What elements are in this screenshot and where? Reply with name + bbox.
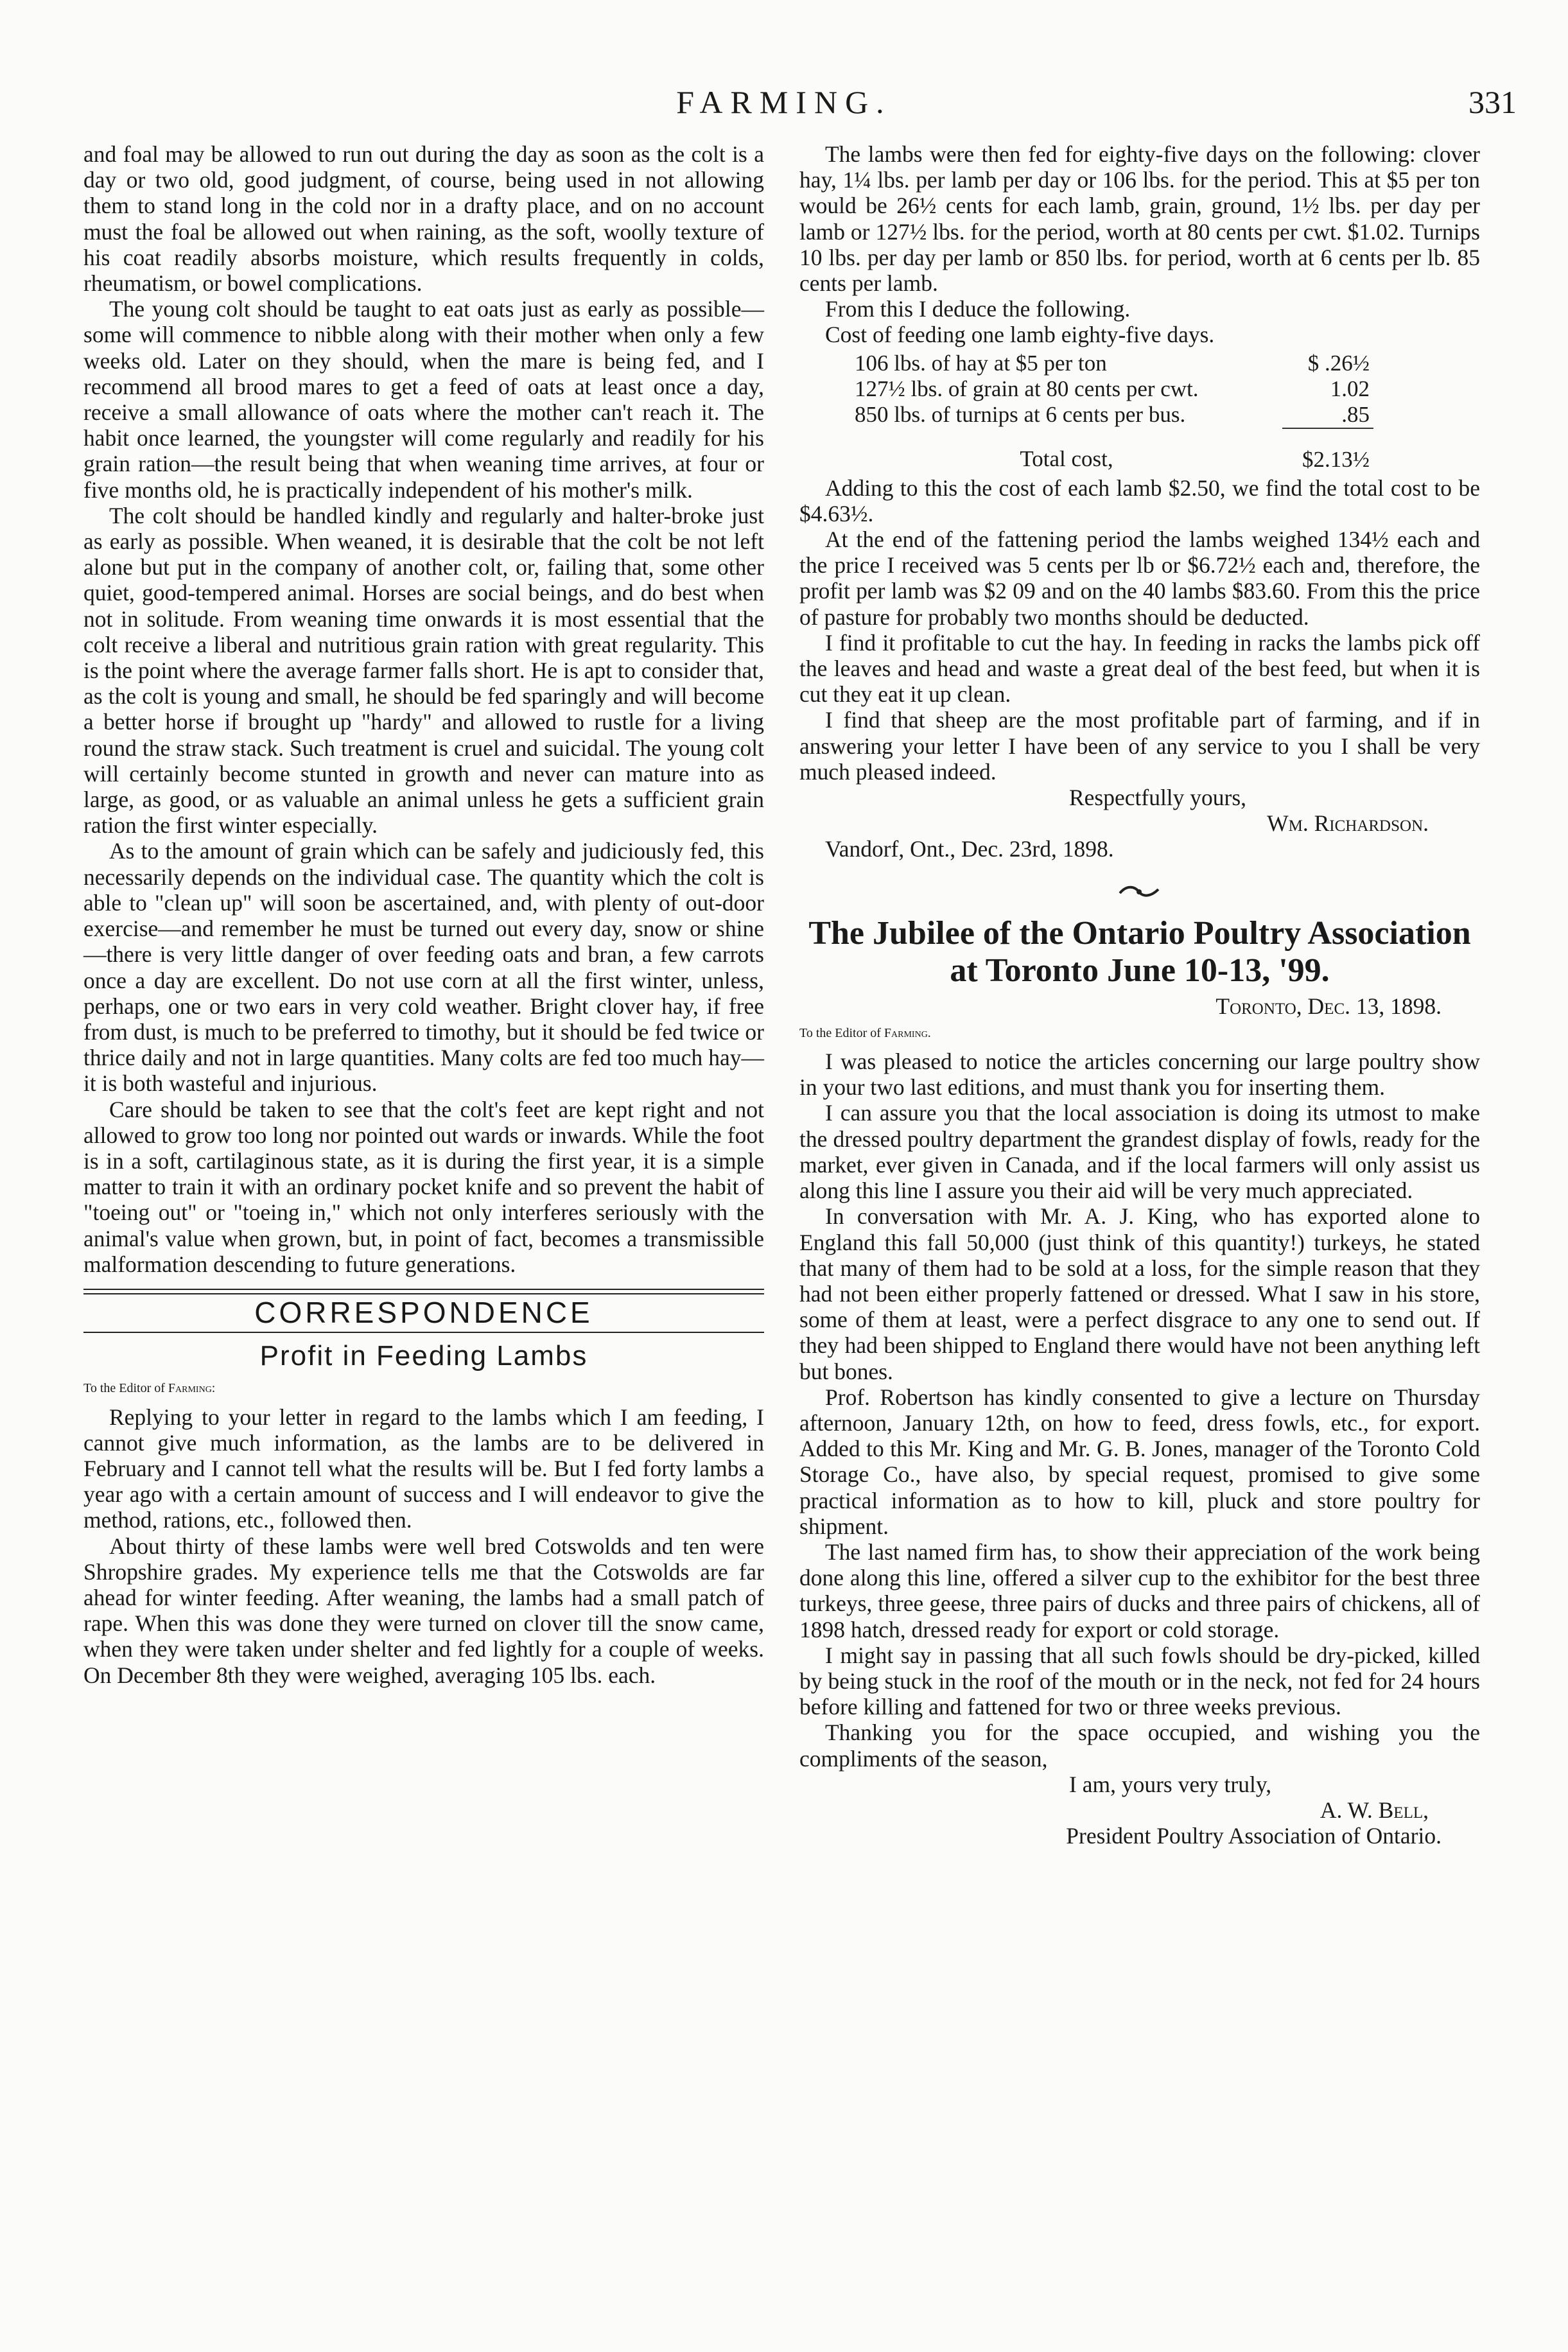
paragraph: Replying to your letter in regard to the lambs which I am feeding, I cannot give much information, as the lambs are to be delivered in February and I cannot tell what the results will be. But I fed forty lambs a year ago with a certain amount of success and I will endeavor to give the method, rations, etc., followed then. (83, 1404, 764, 1533)
paragraph: From this I deduce the following. (825, 296, 1131, 322)
cost-row (851, 351, 1373, 376)
paragraph: At the end of the fattening period the lambs weighed 134½ each and the price I received was 5 cents per lb or $6.72½ each and, therefore, the profit per lamb was $2 09 and on the 40 lambs $83.60. From this the price of pasture for probably two months should be deducted. (799, 527, 1480, 630)
section-heading: CORRESPONDENCE (254, 1295, 593, 1329)
running-header (0, 83, 1568, 128)
cost-amount: 1.02 (1330, 376, 1370, 401)
article-place-date: Toronto, Dec. 13, 1898. (1215, 993, 1442, 1019)
editor-journal: Farming. (884, 1025, 931, 1040)
ornament-icon (1117, 883, 1162, 900)
section-rule (83, 1289, 764, 1294)
paragraph: The colt should be handled kindly and regularly and halter-broke just as early as possible. When weaned, it is desirable that the colt be not left alone but put in the company of another colt, or, failing that, some other quiet, good-tempered animal. Horses are social beings, and do best when not in solitude. From weaning time onwards it is most essential that the colt receive a liberal and nutritious grain ration with great regularity. This is the point where the average farmer falls short. He is apt to consider that, as the colt is young and small, he should be fed sparingly and will become a better horse if brought up "hardy" and allowed to rustle for a living round the straw stack. Such treatment is cruel and suicidal. The young colt will certainly become stunted in growth and never can mature into as large, as good, or as valuable an animal unless he gets a sufficient grain ration the first winter especially. (83, 502, 764, 839)
cost-row (851, 402, 1373, 428)
signatory-title: President Poultry Association of Ontario. (1066, 1823, 1442, 1849)
letter-closing: Respectfully yours, (1069, 785, 1247, 811)
cost-label: 850 lbs. of turnips at 6 cents per bus. (855, 402, 1186, 428)
article-title: Profit in Feeding Lambs (259, 1340, 588, 1372)
cost-amount: $ .26½ (1307, 350, 1370, 376)
paragraph: Care should be taken to see that the colt's feet are kept right and not allowed to grow too long nor pointed out wards or inwards. While the foot is in a soft, cartilaginous state, as it is during the first year, it is a simple matter to train it with an ordinary pocket knife and so prevent the habit of "toeing out" or "toeing in," which not only interferes seriously with the animal's value when grown, but, in point of fact, becomes a transmissible malformation descending to future generations. (83, 1096, 764, 1277)
cost-amount: .85 (1282, 402, 1373, 428)
paragraph: I was pleased to notice the articles concerning our large poultry show in your two last editions, and must thank you for inserting them. (799, 1049, 1480, 1101)
right-column (799, 141, 1480, 1849)
paragraph: Thanking you for the space occupied, and wishing you the compliments of the season, (799, 1720, 1480, 1772)
letter-dateline: Vandorf, Ont., Dec. 23rd, 1898. (825, 836, 1114, 862)
editor-prefix: To the Editor of (83, 1381, 165, 1396)
paragraph: About thirty of these lambs were well bred Cotswolds and ten were Shropshire grades. My experience tells me that the Cotswolds are far ahead for winter feeding. After weaning, the lambs had a small patch of rape. When this was done they were turned on clover till the snow came, when they were taken under shelter and fed lightly for a couple of weeks. On December 8th they were weighed, averaging 105 lbs. each. (83, 1533, 764, 1688)
paragraph: and foal may be allowed to run out during the day as soon as the colt is a day or two old, good judgment, of course, being used in not allowing them to stand long in the cold nor in a drafty place, and on no account must the foal be allowed out when raining, as the soft, woolly texture of his coat readily absorbs moisture, which results frequently in colds, rheumatism, or bowel complications. (83, 141, 764, 297)
editor-prefix: To the Editor of (799, 1025, 881, 1040)
paragraph: I find it profitable to cut the hay. In feeding in racks the lambs pick off the leaves and head and waste a great deal of the best feed, but when it is cut they eat it up clean. (799, 629, 1480, 708)
cost-label: 106 lbs. of hay at $5 per ton (855, 350, 1107, 376)
letter-closing: I am, yours very truly, (1069, 1771, 1272, 1797)
cost-label: 127½ lbs. of grain at 80 cents per cwt. (855, 376, 1199, 401)
paragraph: Adding to this the cost of each lamb $2.50, we find the total cost to be $4.63½. (799, 475, 1480, 527)
paragraph: I might say in passing that all such fowls should be dry-picked, killed by being stuck in the roof of the mouth or in the neck, not fed for 24 hours before killing and fattened for two or three weeks previous. (799, 1642, 1480, 1720)
paragraph: Cost of feeding one lamb eighty-five days. (825, 322, 1215, 348)
cost-row (851, 376, 1373, 402)
paragraph: Prof. Robertson has kindly consented to give a lecture on Thursday afternoon, January 12th, on how to feed, dress fowls, etc., for export. Added to this Mr. King and Mr. G. B. Jones, manager of the Toronto Cold Storage Co., have also, by special request, promised to give some practical information as to how to kill, pluck and store poultry for shipment. (799, 1384, 1480, 1539)
page-number: 331 (1468, 84, 1517, 120)
editor-journal: Farming: (168, 1381, 216, 1396)
paragraph: In conversation with Mr. A. J. King, who has exported alone to England this fall 50,000 (just think of this quantity!) turkeys, he stated that many of them had to be sold at a loss, for the simple reason that they had not been either properly fattened or dressed. What I saw in his store, some of them at least, were a perfect disgrace to any one to send out. If they had been shipped to England there would have not been anything left but bones. (799, 1203, 1480, 1384)
paragraph: I can assure you that the local association is doing its utmost to make the dressed poultry department the grandest display of fowls, ready for the market, ever given in Canada, and if the local farmers will only assist us along this line I assure you their aid will be very much appreciated. (799, 1100, 1480, 1204)
letter-signature: Wm. Richardson. (1267, 810, 1429, 837)
ornament-divider (799, 879, 1480, 898)
running-title: FARMING. (676, 84, 892, 120)
editor-address (83, 1375, 764, 1401)
left-column (83, 141, 764, 1688)
letter-signature: A. W. Bell, (1320, 1797, 1429, 1823)
paragraph: The last named firm has, to show their appreciation of the work being done along this line, offered a silver cup to the exhibitor for the best three turkeys, three geese, three pairs of ducks and three pairs of chickens, all of 1898 hatch, dressed ready for export or cold storage. (799, 1538, 1480, 1642)
paragraph: I find that sheep are the most profitable part of farming, and if in answering your letter I have been of any service to you I shall be very much pleased indeed. (799, 707, 1480, 785)
total-amount: $2.13½ (1302, 446, 1370, 472)
total-label: Total cost, (1020, 446, 1113, 472)
editor-address (799, 1020, 1480, 1046)
article-title: The Jubilee of the Ontario Poultry Association at Toronto June 10-13, '99. (808, 914, 1471, 989)
cost-table (851, 351, 1373, 473)
paragraph: The lambs were then fed for eighty-five days on the following: clover hay, 1¼ lbs. per lamb per day or 106 lbs. for the period. This at $5 per ton would be 26½ cents for each lamb, grain, ground, 1½ lbs. per day per lamb or 127½ lbs. for the period, worth at 80 cents per cwt. $1.02. Turnips 10 lbs. per day per lamb or 850 lbs. for period, worth at 6 cents per lb. 85 cents per lamb. (799, 141, 1480, 297)
paragraph: The young colt should be taught to eat oats just as early as possible—some will commence to nibble along with their mother when only a few weeks old. Later on they should, when the mare is being fed, and I recommend all brood mares to get a feed of oats at least once a day, receive a small allowance of oats where the mother can't reach it. The habit once learned, the youngster will come regularly and readily for his grain ration—the result being that when weaning time arrives, at four or five months old, he is practically independent of his mother's milk. (83, 296, 764, 503)
paragraph: As to the amount of grain which can be safely and judiciously fed, this necessarily depends on the individual case. The quantity which the colt is able to "clean up" will soon be ascertained, and, with plenty of out-door exercise—and remember he must be turned out every day, snow or shine—there is very little danger of over feeding oats and bran, a few carrots once a day are excellent. Do not use corn at all the first winter, unless, perhaps, one or two ears in very cold weather. Bright clover hay, if free from dust, is much to be preferred to timothy, but it should be fed twice or thrice daily and not in large quantities. Many colts are fed too much hay—it is both wasteful and injurious. (83, 838, 764, 1097)
section-rule-bottom (83, 1332, 764, 1333)
cost-total-row (851, 428, 1373, 473)
